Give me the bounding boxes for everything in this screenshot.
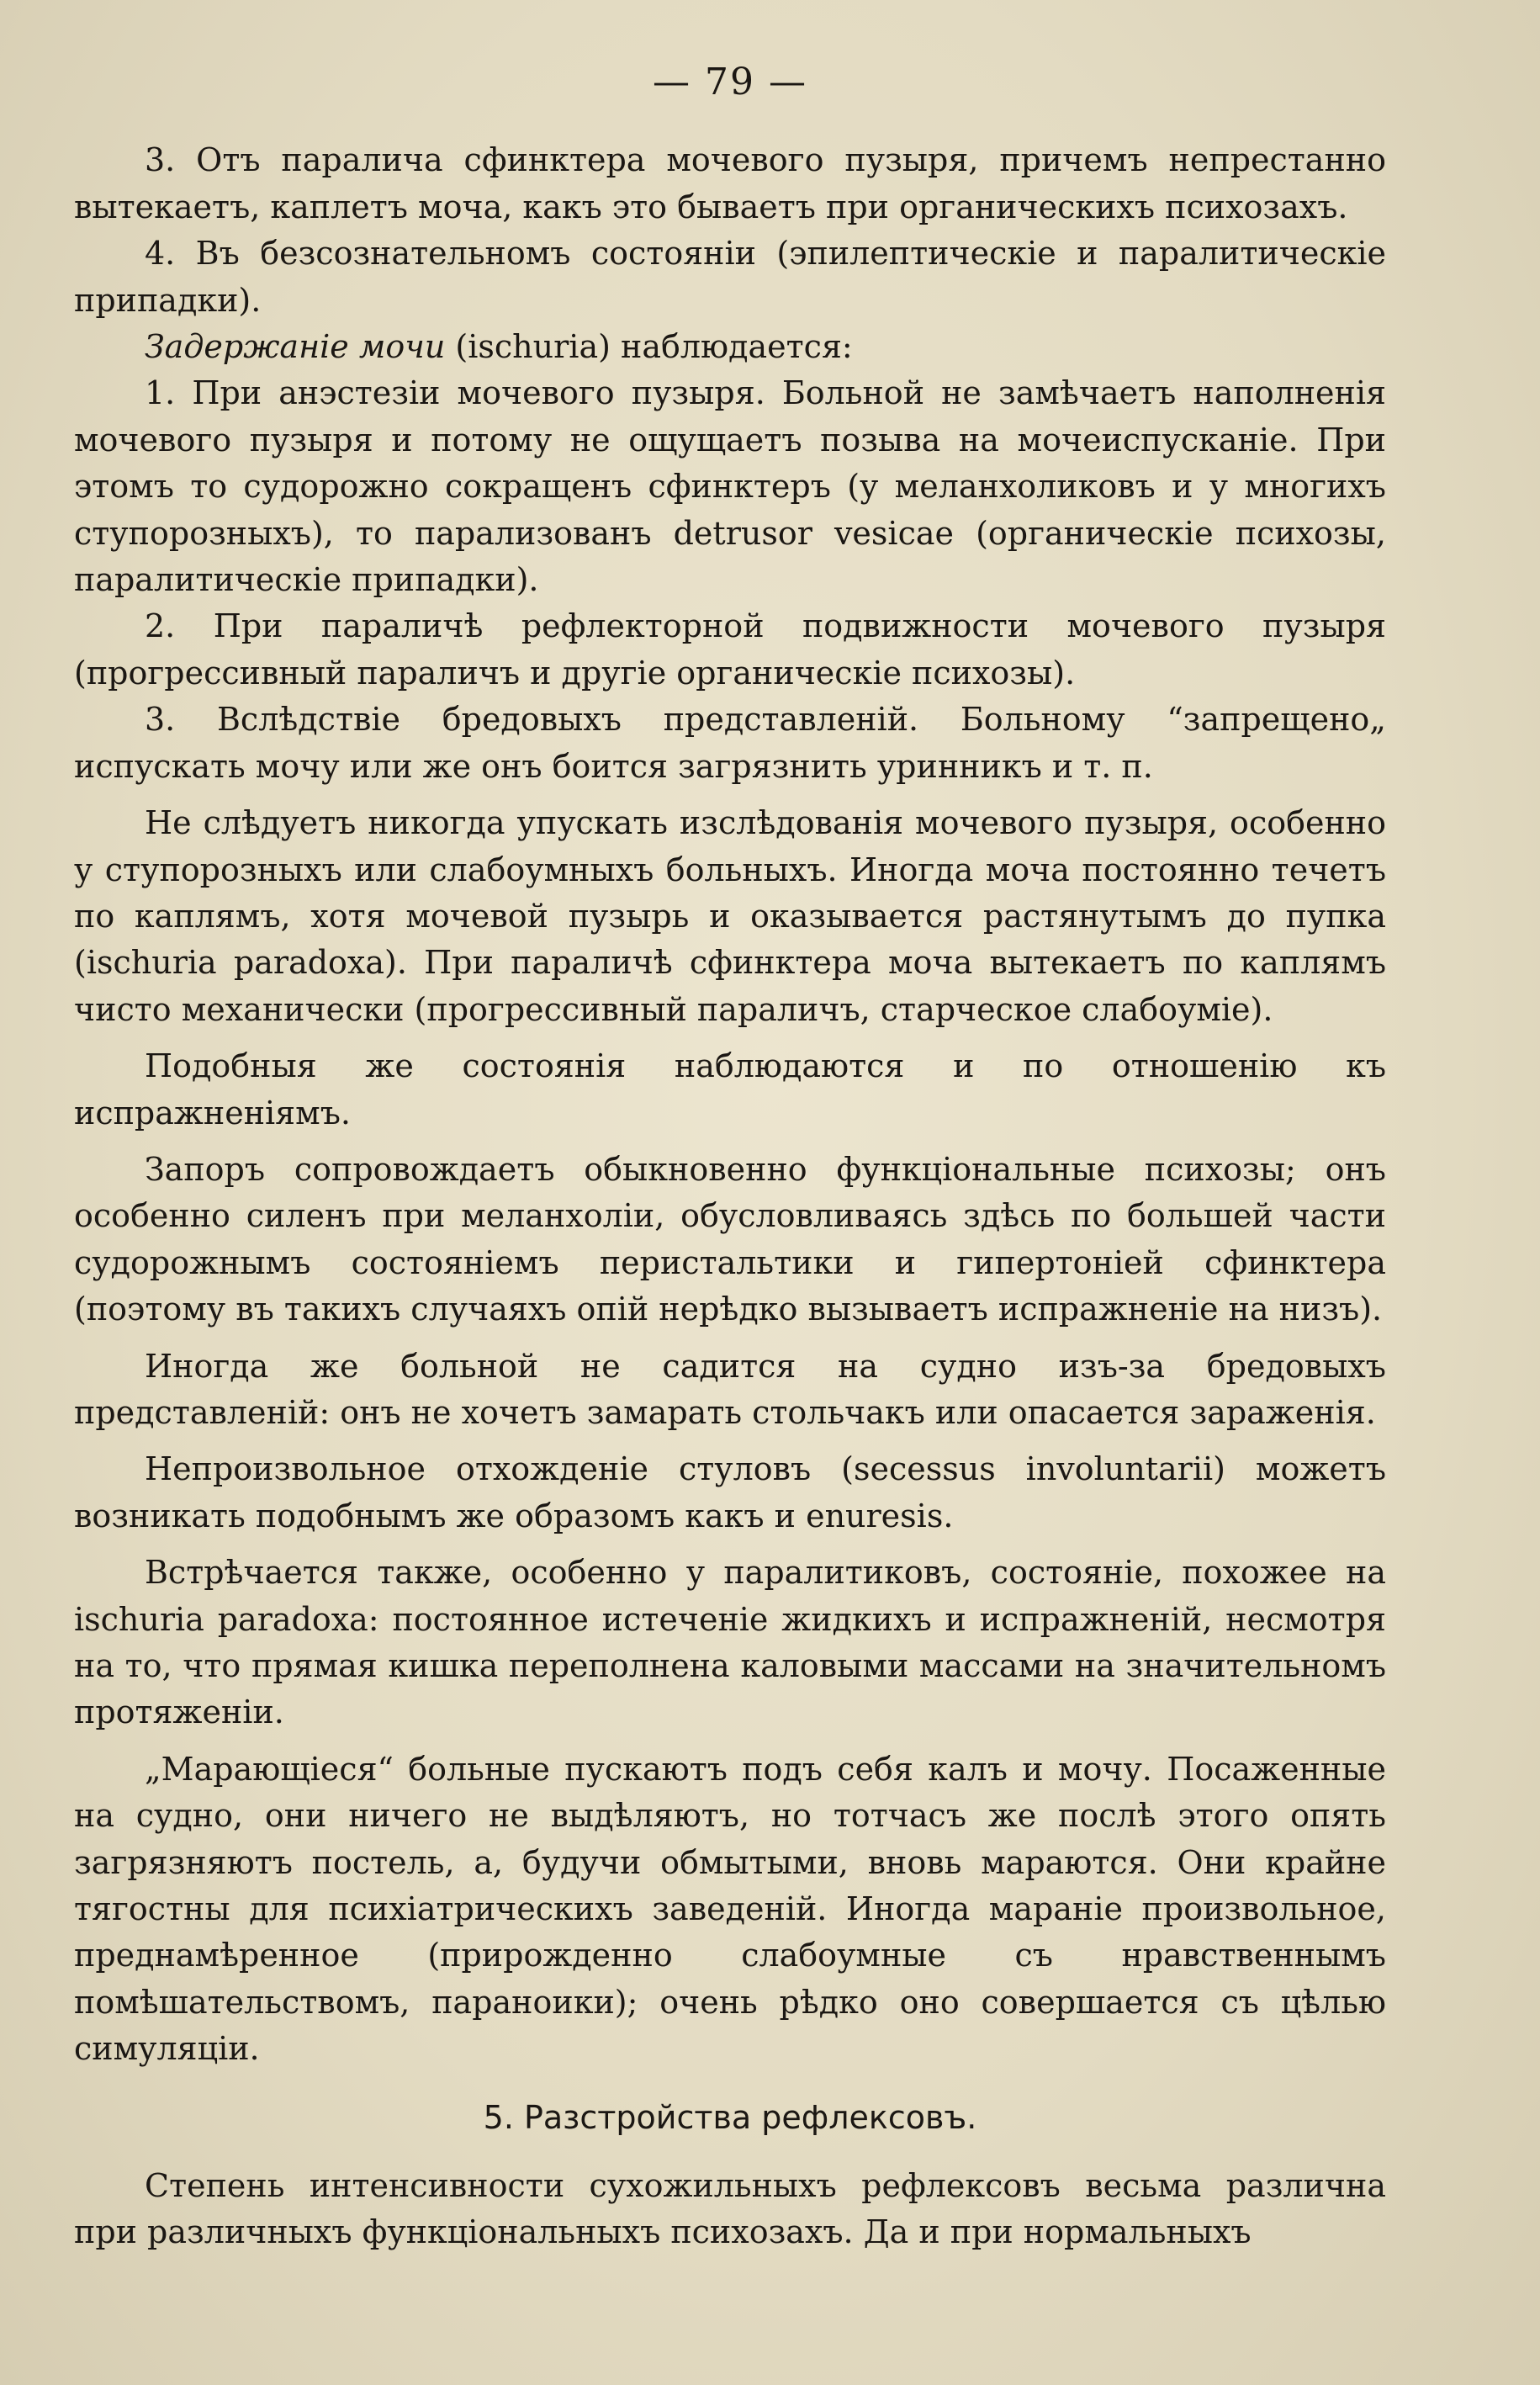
paragraph-reflexes: Степень интенсивности сухожильныхъ рефлексовъ весьма различна при различныхъ функцiональныхъ психозахъ. Да и при нормальныхъ: [74, 2167, 1386, 2251]
section-heading: 5. Разстройства рефлексовъ.: [483, 2098, 977, 2136]
paragraph-unconscious-state: 4. Въ безсознательномъ состоянiи (эпилептическiе и паралитическiе припадки).: [74, 235, 1386, 319]
paragraph-anaesthesia: 1. При анэстезiи мочевого пузыря. Больной не замѣчаетъ наполненiя мочевого пузыря и потому не ощущаетъ позыва на мочеиспусканiе. При этомъ то судорожно сокращенъ сфинктеръ (у меланхоликовъ и у многихъ ступорозныхъ), то парализованъ detrusor vesicae (органическiе психозы, паралитическiе припадки).: [74, 374, 1386, 599]
paragraph-ischuria-intro: [74, 324, 1386, 370]
page-number: — 79 —: [653, 61, 807, 103]
paragraph-defecation: Подобныя же состоянiя наблюдаются и по отношенiю къ испражненiямъ.: [74, 1047, 1386, 1132]
paragraph-refusal: Иногда же больной не садится на судно изъ-за бредовыхъ представленiй: онъ не хочетъ замарать стольчакъ или опасается зараженiя.: [74, 1347, 1386, 1431]
paragraph-ischuria-intro-text: (ischuria) наблюдается:: [455, 328, 853, 366]
paragraph-paralytics: Встрѣчается также, особенно у паралитиковъ, состоянiе, похожее на ischuria paradoxa: постоянное истеченiе жидкихъ и испражненiй, несмотря на то, что прямая кишка переполнена каловыми массами на значительномъ протяженiи.: [74, 1554, 1386, 1731]
italic-term: Задержанiе мочи: [145, 328, 446, 366]
paragraph-reflex-paralysis: 2. При параличѣ рефлекторной подвижности мочевого пузыря (прогрессивный параличъ и другiе органическiе психозы).: [74, 607, 1386, 692]
paragraph-examination: Не слѣдуетъ никогда упускать изслѣдованiя мочевого пузыря, особенно у ступорозныхъ или слабоумныхъ больныхъ. Иногда моча постоянно течетъ по каплямъ, хотя мочевой пузырь и оказывается растянутымъ до пупка (ischuria paradoxa). При параличѣ сфинктера моча вытекаетъ по каплямъ чисто механически (прогрессивный параличъ, старческое слабоумiе).: [74, 804, 1386, 1028]
paragraph-sphincter-paralysis: 3. Отъ паралича сфинктера мочевого пузыря, причемъ непрестанно вытекаетъ, каплетъ моча, какъ это бываетъ при органическихъ психозахъ.: [74, 141, 1386, 225]
paragraph-delusions: 3. Вслѣдствiе бредовыхъ представленiй. Больному “запрещено„ испускать мочу или же онъ боится загрязнить уринникъ и т. п.: [74, 701, 1386, 785]
paragraph-incontinence: Непроизвольное отхожденiе стуловъ (secessus involuntarii) можетъ возникать подобнымъ же образомъ какъ и enuresis.: [74, 1450, 1386, 1534]
paragraph-soiling: „Марающiеся“ больные пускаютъ подъ себя калъ и мочу. Посаженные на судно, они ничего не выдѣляютъ, но тотчасъ же послѣ этого опять загрязняютъ постель, а, будучи обмытыми, вновь мараются. Они крайне тягостны для психiатрическихъ заведенiй. Иногда маранiе произвольное, преднамѣренное (прирожденно слабоумные съ нравственнымъ помѣшательствомъ, параноики); очень рѣдко оно совершается съ цѣлью симуляцiи.: [74, 1750, 1386, 2068]
paragraph-constipation: Запоръ сопровождаетъ обыкновенно функцiональные психозы; онъ особенно силенъ при меланхолiи, обусловливаясь здѣсь по большей части судорожнымъ состоянiемъ перистальтики и гипертонiей сфинктера (поэтому въ такихъ случаяхъ опiй нерѣдко вызываетъ испражненiе на низъ).: [74, 1150, 1386, 1328]
page-text: [74, 59, 1386, 2256]
